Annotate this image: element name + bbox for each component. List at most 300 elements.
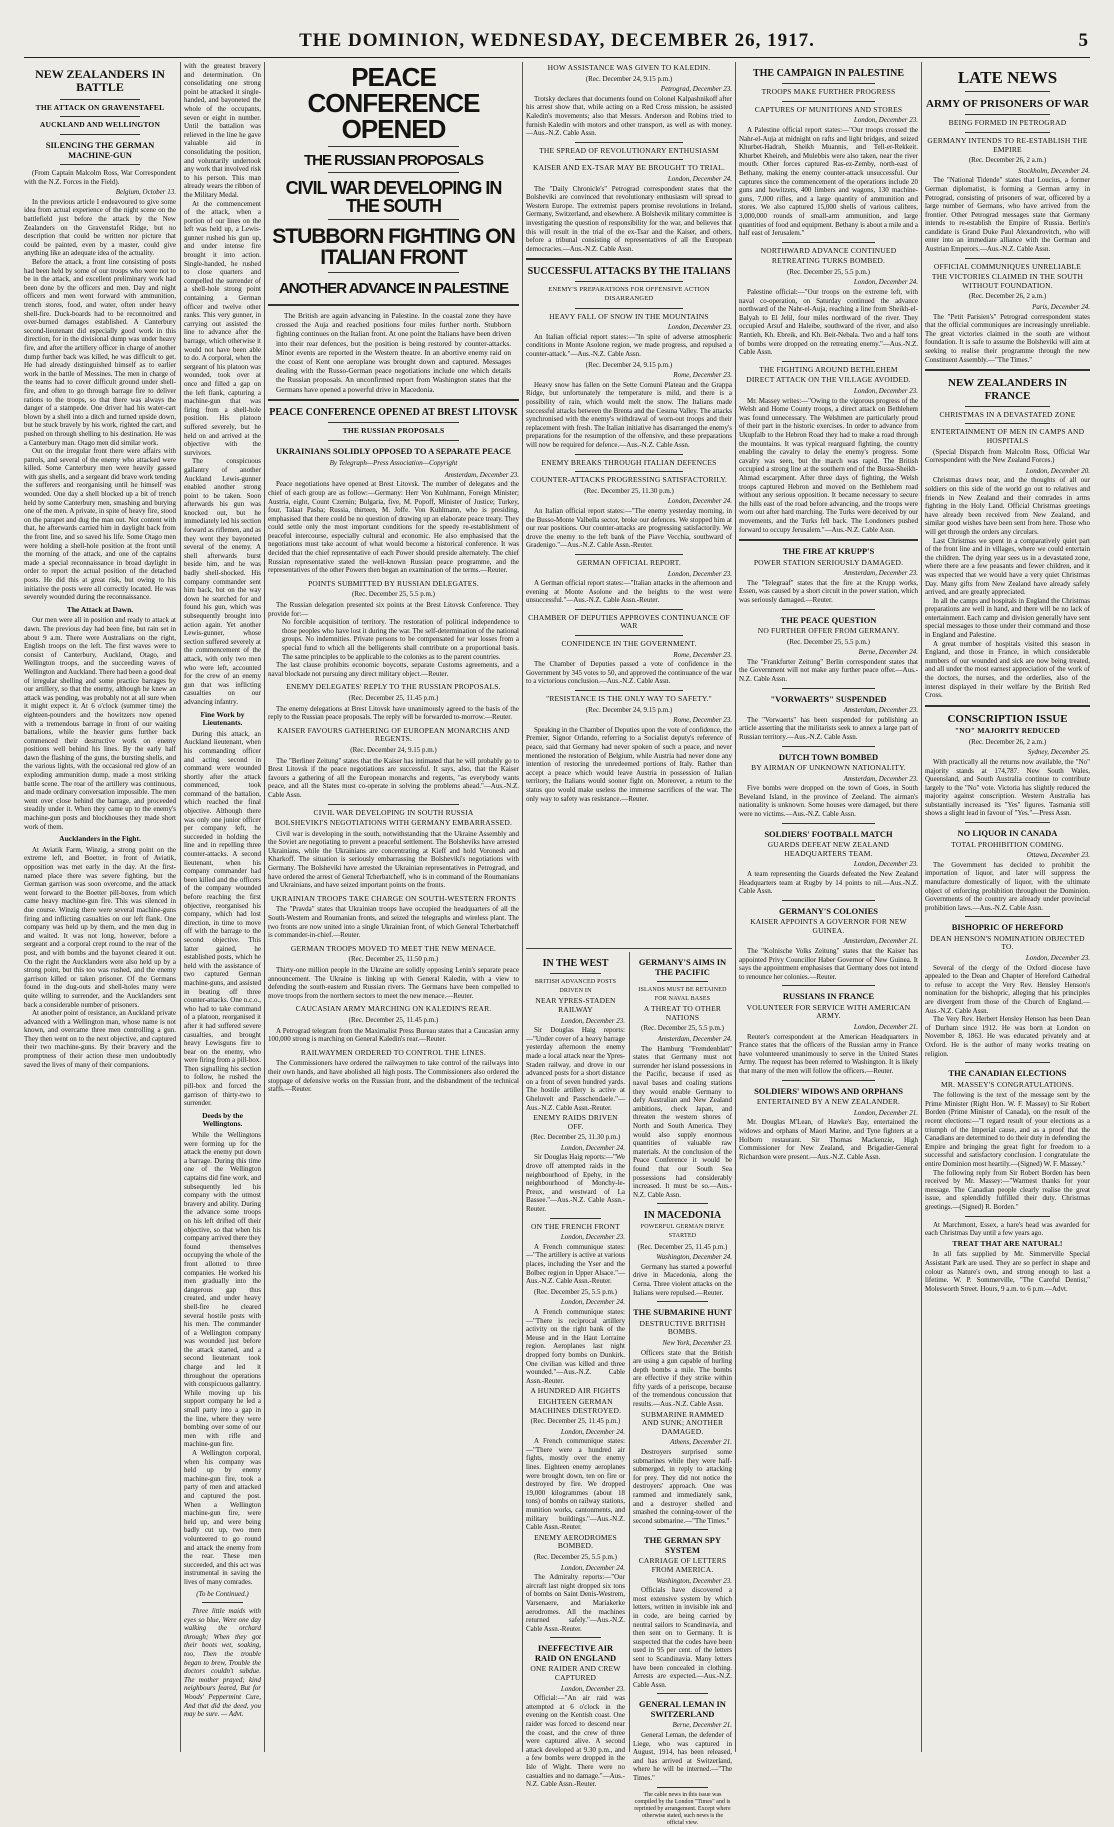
divider <box>657 1693 709 1694</box>
divider <box>575 554 682 555</box>
dateline: London, December 24. <box>853 278 918 287</box>
column-rule <box>264 62 265 1752</box>
dateline: Ottawa, December 23. <box>1026 851 1090 860</box>
divider <box>739 539 918 541</box>
divider <box>575 609 682 610</box>
paragraph: Before the attack, a front line consisting of posts had been held by some of our troops who were not to be in the attack, and excellent preliminary work had been done by the officers and men. Day and night officers and men went forward with ammunition, trench stores, food, and water, often under heavy shell-fire. Duck-boards had to be reconnoitred and over-burned damages established. A Canterbury second-lieutenant did especially good work in this direction, for in the divisional dump was under heavy fire, and after the artillery officer in charge of another dump further back was killed, he was difficult to get. He had already distinguished himself as to earlier work in the battle of Messines. The men in charge of the teams had to cover difficult ground under shell-fire, and often to go through barrage fire to deliver rations to the troops, so that there was always the danger of a stampede. One driver had his water-cart blown by a shell into a ditch and turned upside down, but he stuck bravely by his work, righted the cart, and pushed on through shelling to his destination. He was a Canterbury man. Otago men did similar work. <box>24 258 176 447</box>
dateline: London, December 20. <box>1025 466 1090 475</box>
subheadline: KAISER FAVOURS GATHERING OF EUROPEAN MONARCHS AND REGENTS. <box>277 725 510 744</box>
paragraph: Peace negotiations have opened at Brest Litovsk. The number of delegates and the chief of each group are as follow:—Germany: Herr Von Kuhlmann, Foreign Minister; Austria, eight, Count Czernin; Bulgaria, five, M. Popoff, Minister of Justice; Turkey, four, Talaat Pasha; Russia, thirteen, M. Joffe. Von Kuhlmann, who is presiding, emphasised that there could be no question of drawing up an elaborate peace treaty. They could settle only the most important conditions for the speedy re-establishment of peaceful intercourse, especially cultural and economic. He also emphasised that the negotiations must take account of what would become a historical conference. It was decided that the chief representative of each Power should preside alternately. The chief Russian representative stated the well-known Russian peace programme, and the representatives of the other Powers then began an examination of the terms.—Reuter. <box>268 480 519 575</box>
divider <box>328 804 459 805</box>
dateline: Amsterdam, December 23. <box>444 470 519 479</box>
divider <box>657 1529 709 1530</box>
received-note: (Rec. December 26, 2 a.m.) <box>968 737 1047 746</box>
subheadline: UKRAINIANS SOLIDLY OPPOSED TO A SEPARATE PEACE <box>276 445 511 456</box>
paragraph: Germany has started a powerful drive in Macedonia, along the Cerna. Three violent attacks on the Italians were repulsed.—Reuter. <box>633 1262 732 1297</box>
headline: GENERAL LEMAN IN SWITZERLAND <box>639 1699 726 1719</box>
headline: SUCCESSFUL ATTACKS BY THE ITALIANS <box>527 266 731 278</box>
paragraph: A French communique states:—"There is reciprocal artillery activity on the right bank of the Meuse and in the Haut Lorraine region. Aeroplanes last night dropped forty bombs on Dunkirk. One civilian was killed and three wounded."—Aus.-N.Z. Cable Assn.-Reuter. <box>526 1307 625 1385</box>
subheadline: A HUNDRED AIR FIGHTS <box>530 1386 621 1396</box>
divider <box>575 690 682 691</box>
divider <box>782 101 875 102</box>
paragraph: The Admiralty reports:—"Our aircraft last night dropped six tons of bombs on Saint Denis-Westrem, Varsenaere, and Mariakerke aerodromes. All the machines returned safely."—Aus.-N.Z. Cable Assn.-Reuter. <box>526 1573 625 1633</box>
paragraph: The conspicuous gallantry of another Auckland Lewis-gunner enabled another strong point to be taken. Soon afterwards his gun was knocked out, but he immediately led his section forward as riflemen, and as they went they bayoneted several of the enemy. A shell afterwards burst beside him, and he was badly shell-shocked. His company commander sent him back, but on the way down he searched for and found his gun, which was subsequently brought into action again. Yet another Lewis-gunner, whose section suffered severely at the commencement of the attack, with only two men who were left, accounted for the crew of an enemy gun that was inflicting casualties on our advancing infantry. <box>184 457 261 706</box>
paragraph: The Government has decided to prohibit the importation of liquor, and later will suppress the manufacture domestically of liquor, with the ultimate object of enforcing prohibition throughout the Dominion. Governments of the country are already under provincial prohibition laws.—Aus.-N.Z. Cable Assn. <box>925 860 1090 912</box>
headline: IN THE WEST <box>542 958 609 969</box>
received-note: (Rec. December 24, 9.15 p.m.) <box>585 360 673 369</box>
masthead-title: THE DOMINION, WEDNESDAY, DECEMBER 26, 1917. <box>299 30 815 51</box>
subheadline: DEAN HENSON'S NOMINATION OBJECTED TO. <box>930 933 1085 952</box>
subheadline: HEAVY FALL OF SNOW IN THE MOUNTAINS <box>549 311 709 321</box>
paragraph: The following is the text of the message sent by the Prime Minister (Right Hon. W. F. Massey) to Sir Robert Borden (Prime Minister of Canada), on the result of the recent elections:—"I regard result of your elections as a triumph of the Imperial cause, and as a proof that the Canadians are determined to do their duty in defending the Empire and bringing the great fight for freedom to a successful and satisfactory conclusion. I congratulate the entire Dominion most heartily.—(Signed) W. F. Massey." <box>925 1091 1090 1169</box>
subheadline: ENEMY AERODROMES BOMBED. <box>534 1532 617 1551</box>
dateline: London, December 24. <box>560 1563 625 1572</box>
subheadline: CARRIAGE OF LETTERS FROM AMERICA. <box>638 1556 727 1575</box>
paragraph: A Petrograd telegram from the Maximalist Press Bureau states that a Caucasian army 100,000 strong is marching on General Kaledin's rear.—Reuter. <box>268 1026 519 1044</box>
subheadline: TOTAL PROHIBITION COMING. <box>951 839 1064 849</box>
dateline: London, December 23. <box>667 569 732 578</box>
headline: THE PEACE QUESTION <box>780 614 877 625</box>
divider <box>965 1062 1051 1063</box>
headline: GERMANY'S COLONIES <box>779 905 878 916</box>
subheadline: UKRAINIAN TROOPS TAKE CHARGE ON SOUTH-WESTERN FRONTS <box>270 893 517 903</box>
received-note: (Rec. December 26, 2 a.m.) <box>968 292 1047 301</box>
divider <box>550 1218 602 1219</box>
divider <box>782 688 875 689</box>
main-headline: PEACE CONFERENCE OPENED <box>307 62 480 144</box>
received-note: (Rec. December 25, 5.5 p.m.) <box>787 267 870 276</box>
dateline: London, December 21. <box>853 1023 918 1032</box>
paragraph: The "Kolnische Volks Zeitung" states that the Kaiser has appointed Privy Councillor Haber Governor of New Guinea. It says the appointment emphasises that Germany does not intend to renounce her colonies.—Reuter. <box>739 947 918 981</box>
dateline: London, December 23. <box>1025 954 1090 963</box>
divider <box>965 423 1051 424</box>
column-rule <box>735 62 736 1752</box>
divider <box>575 142 682 143</box>
subheadline: CHRISTMAS IN A DEVASTATED ZONE <box>939 409 1076 419</box>
dateline: London, December 24. <box>560 1427 625 1436</box>
paragraph: Out on the irregular front there were affairs with patrols, and several of the enemy who attacked were killed. Some Canterbury men were heavily gassed with gas shells, and a sergeant did brave work tending the sufferers and reorganising until he himself was wounded. One day a shell blocked up a bit of trench held by some Canterbury men, smashing and burying one of the men. A private, in spite of heavy fire, stood on the parapet and dug the man out. Not content with that, he afterwards carried him in daylight back from the front line, and so saved his life. Some Otago men were holding a shell-hole position at the front until the morning of the attack, and one of the captains made a special reconnaissance in broad daylight in order to report the actual position of the detached posts. He did this at great risk, but owing to his initiative the posts were all correctly located. He was severely wounded during the reconnaissance. <box>24 447 176 602</box>
paragraph: General Leman, the defender of Liege, who was captured in August, 1914, has been released, and has arrived at Switzerland, where he will be interned.—"The Times." <box>633 1730 732 1782</box>
paragraph: The Hamburg "Fremdenblatt" states that Germany must not surrender her island possessions in the Pacific, because if used as naval bases and coaling stations they would enable Germany to defy Australian and New Zealand ambitions, check Japan, and threaten the western shores of North and South America. They would also supply enormous quantities of valuable raw materials. At the conclusion of the Peace Conference it would be found that our South Sea possessions had considerably increased. It must be so.—Aus.-N.Z. Cable Assn. <box>633 1044 732 1199</box>
dateline: Athens, December 21. <box>670 1438 732 1447</box>
paragraph: At another point of resistance, an Auckland private advanced with a Wellington man, whose name is not known, and overcame three men controlling a gun. They then went on to the next objective, and captured their two machine-guns. By their bravery and the promptness of their action these men undoubtedly saved the lives of many of their companions. <box>24 1009 176 1069</box>
page-number: 5 <box>1078 30 1088 51</box>
headline: INEFFECTIVE AIR RAID ON ENGLAND <box>534 1643 617 1663</box>
paragraph: While the Wellingtons were forming up for the attack the enemy put down a barrage. During this time one of the Wellington captains did fine work, and subsequently led his company with the utmost bravery and ability. During the advance some troops on his left drifted off their objective, so that when his company arrived there they found themselves occupying the whole of the front allotted to three companies. He worked his men gradually into the dangerous gap thus created, and under heavy shell-fire he cleared several hostile posts with his men. The commander of a Wellington company was wounded just before the attack started, and a second lieutenant took charge and led it throughout the operations with conspicuous gallantry. While moving up his support company he led a small party into a gap in the line, where they were bombing over some of our men with rifle and machine-gun fire. <box>184 1131 261 1449</box>
divider <box>965 91 1051 92</box>
divider <box>575 471 682 472</box>
headline: LATE NEWS <box>957 68 1058 87</box>
subheadline: CAPTURES OF MUNITIONS AND STORES <box>754 104 903 114</box>
subheadline: NO FURTHER OFFER FROM GERMANY. <box>757 626 900 636</box>
divider <box>268 399 519 401</box>
received-note: (Rec. December 25, 5.5 p.m.) <box>641 1024 724 1033</box>
received-note: (Rec. December 25, 11.30 p.m.) <box>584 486 674 495</box>
subheadline: KAISER APPOINTS A GOVERNOR FOR NEW GUINEA. <box>750 917 907 935</box>
subheadline: OFFICIAL COMMUNIQUES UNRELIABLE <box>933 261 1082 271</box>
subheadline: GERMAN TROOPS MOVED TO MEET THE NEW MENACE. <box>290 943 497 953</box>
paragraph: The enemy delegations at Brest Litovsk have unanimously agreed to the basis of the reply to the Russian peace proposals. The reply will be forwarded to-morrow.—Reuter. <box>268 704 519 722</box>
paragraph: Our men were all in position and ready to attack at dawn. The previous day had been fine, but rain set in about 9 a.m. There were Australians on the right, English troops on the left. The first waves were to consist of Canterbury, Auckland, Otago, and Wellington troops, and the succeeding waves of Wellington and Auckland. There had been a good deal of irregular shelling and some practice barrages by our artillery, so that the enemy, although he knew an attack was pending, was probably not at all sure when it might expect it. At 6 o'clock (summer time) the eighteen-pounders and the howitzers now opened with a tremendous barrage in front of our waiting battalions, while the heavier guns further back commenced their destructive work on enemy positions well behind his lines. By the early half dawn the flashing of the guns, the bursting shells, and the various lights, with the occasional red glow of an exploding ammunition dump, made a most striking battle scene. The roar of the artillery was continuous, and made ordinary conversation impossible. The men went over close behind the barrage, and proceeded steadily under it. When they came up to the enemy's machine-gun posts and blockhouses they made short work of them. <box>24 616 176 831</box>
divider <box>925 705 1090 707</box>
dateline: Washington, December 24. <box>656 1253 732 1262</box>
advertisement-heading: TREAT THAT ARE NATURAL! <box>952 1238 1063 1248</box>
headline: NO LIQUOR IN CANADA <box>957 828 1058 839</box>
paragraph: An Italian official report states:—"In spite of adverse atmospheric conditions in Monte Asolone region, we made progress, and repulsed a counter-attack."—Aus.-N.Z. Cable Assn. <box>526 332 732 359</box>
headline: THE CAMPAIGN IN PALESTINE <box>752 68 905 79</box>
column-late-news <box>925 62 1090 1752</box>
continued-note: (To be Continued.) <box>196 1589 249 1598</box>
subheadline: THE FIGHTING AROUND BETHLEHEM <box>759 364 898 374</box>
divider <box>60 164 139 165</box>
subheadline: TROOPS MAKE FURTHER PROGRESS <box>761 87 896 97</box>
subheadline: NORTHWARD ADVANCE CONTINUED <box>760 245 897 255</box>
paragraph: Sir Douglas Haig reports:—"We drove off attempted raids in the neighbourhood of Epehy, in the neighbourhood of Monchy-le-Preux, and westward of La Bassee."—Aus.-N.Z. Cable Assn.-Reuter. <box>526 1153 625 1214</box>
paragraph: An Italian official report states:—"The enemy yesterday morning, in the Busso-Monte Valbella sector, broke our defences. We stopped him at our rear positions. Our counter-attacks are progressing satisfactorily. We drove the enemy to the left bank of the Piave Vecchia, southward of Gradenigo."—Aus.-N.Z. Cable Assn.-Reuter. <box>526 506 732 550</box>
subheadline: CONFIDENCE IN THE GOVERNMENT. <box>561 639 697 649</box>
dateline: London, December 23. <box>853 860 918 869</box>
section-heading: Deeds by the Wellingtons. <box>202 1110 243 1129</box>
divider <box>550 1637 602 1638</box>
subheadline: ENEMY DELEGATES' REPLY TO THE RUSSIAN PROPOSALS. <box>286 682 501 692</box>
divider <box>657 1203 709 1204</box>
column-peace-conference <box>268 62 519 1752</box>
paragraph: Trotsky declares that documents found on Colonel Kalpashnikoff after his arrest show that, while acting on a Red Cross mission, he assisted Kaledin's movements; also that Messrs. Anderson and Robins tried to furnish Kaledin with motors and other transport, as well as with money.—Aus.-N.Z. Cable Assn. <box>526 94 732 138</box>
dateline: Rome, December 23. <box>673 716 732 725</box>
subheadline: BEING FORMED IN PETROGRAD <box>948 118 1067 128</box>
byline: (Special Dispatch from Malcolm Ross, Official War Correspondent with the New Zealand Forces.) <box>925 447 1090 465</box>
headline: THE CANADIAN ELECTIONS <box>948 1068 1067 1079</box>
dateline: London, December 23. <box>667 323 732 332</box>
column-rule <box>522 62 523 1752</box>
dateline: New York, December 23. <box>662 1338 732 1347</box>
paragraph: Last Christmas we spent in a comparatively quiet part of the front line and in villages, where we could entertain the children. The dying year sees us in a devastated zone, where there are a few peasants and fewer children, and it was expected that we would have a very quiet Christmas Day. Many gifts from New Zealand have already safely arrived, and are greatly appreciated. <box>925 536 1090 597</box>
dateline: Amsterdam, December 24. <box>657 1035 732 1043</box>
paragraph: The following reply from Sir Robert Borden has been received by Mr. Massey:—"Warmest thanks for your message. The Canadian people clearly realise the great issue, and splendidly fulfilled their duty. Christmas greetings.—(Signed) R. Borden." <box>925 1168 1090 1211</box>
paragraph: A great number of hospitals visited this season in England, and those in France, in which considerable numbers of our wounded and sick are now being treated, and all under the most earnest appreciation of the work of the doctors, the nurses, and the orderlies, also of the interest displayed in their welfare by the British Red Cross. <box>925 639 1090 700</box>
headline: DUTCH TOWN BOMBED <box>778 751 879 762</box>
paragraph: A team representing the Guards defeated the New Zealand Headquarters team at Rugby by 14 points to nil.—Aus.-N.Z. Cable Assn. <box>739 869 918 896</box>
divider <box>657 981 709 982</box>
headline: THE FIRE AT KRUPP'S <box>782 546 875 557</box>
column-rule <box>921 62 922 1752</box>
divider <box>782 746 875 747</box>
divider <box>782 83 875 84</box>
subheadline: MR. MASSEY'S CONGRATULATIONS. <box>940 1079 1074 1089</box>
subheadline: NEAR YPRES-STADEN RAILWAY <box>535 996 616 1014</box>
paragraph: Several of the clergy of the Oxford diocese have appealed to the Dean and Chapter of Hereford Cathedral to refuse to accept the Very Rev. Hensley Henson's nomination for the bishopric, alleging that his principles are divergent from those of the Church of England.—Aus.-N.Z. Cable Assn. <box>925 963 1090 1015</box>
divider <box>965 822 1051 823</box>
summary-paragraph: The British are again advancing in Palestine. In the coastal zone they have crossed the Auja and reached positions four miles further north. Stubborn fighting continues on the Italian front. At one point the Italians have been driven into their rear defences, but the position is being restored by counter-attacks. Minor events are reported in the Western theatre. In an abortive enemy raid on the coast of Kent one aeroplane was brought down and captured. Messages dealing with the Russo-German peace negotiations include one which details the Russian proposals. An unconfirmed report from Washington states that the Germans have opened a powerful drive in Macedonia. <box>276 311 511 394</box>
dateline: Stockholm, December 24. <box>1018 166 1090 175</box>
subheadline: DESTRUCTIVE BRITISH BOMBS. <box>639 1318 726 1337</box>
subheadline: CIVIL WAR DEVELOPING IN SOUTH RUSSIA <box>313 807 474 817</box>
column-italian-front <box>526 62 732 942</box>
paragraph: In all the camps and hospitals in England the Christmas preparations are well in hand, and there will be no lack of entertainment. Each camp and division generally have sent special messages to those under their command and those in England and Palestine. <box>925 596 1090 640</box>
subheadline: HOW ASSISTANCE WAS GIVEN TO KALEDIN. <box>547 63 711 72</box>
column-rule <box>180 62 181 1752</box>
divider <box>965 132 1051 133</box>
footnote: The cable news in this issue was compiled by the London "Times" and is reprinted by arrangement. Except where otherwise stated, such news is the official view. <box>634 1791 731 1826</box>
paragraph: Civil war is developing in the south, notwithstanding that the Ukraine Assembly and the Soviet are negotiating to prevent a peaceful settlement. The Bolsheviks have arrested Ukrainians, while the Ukrainians are concentrating at Kieff and hold Voronesh and Kharkoff. The situation is seriously embarrassing the Bolsheviki's negotiations with Germany. The Bolsheviki have arrested the Ukrainian representatives in Petrograd, and have ordered the arrest of General Tcherbatcheff, who is in command of the Roumanians and Ukrainians, and have seized important points on the fronts. <box>268 829 519 890</box>
headline: THE SUBMARINE HUNT <box>633 1307 732 1318</box>
divider <box>60 99 139 100</box>
column-germany-pacific <box>633 952 732 1826</box>
divider <box>328 172 459 173</box>
subheadline: AUCKLAND AND WELLINGTON <box>39 120 161 130</box>
paragraph: The "Telegraaf" states that the fire at the Krupp works, Essen, was caused by a short circuit in the power station, which was seriously damaged.—Reuter. <box>739 578 918 604</box>
dateline: London, December 24. <box>667 174 732 183</box>
column-new-zealanders-in-battle <box>24 62 176 1752</box>
column-continued-battle <box>184 62 261 1752</box>
headline: CONSCRIPTION ISSUE <box>947 712 1068 725</box>
byline: (From Captain Malcolm Ross, War Correspondent with the N.Z. Forces in the Field). <box>24 169 176 186</box>
subheadline: KAISER AND EX-TSAR MAY BE BROUGHT TO TRIAL. <box>532 163 726 173</box>
divider <box>60 116 139 117</box>
dateline: Amsterdam, December 21. <box>843 937 918 946</box>
divider <box>925 369 1090 371</box>
divider <box>328 272 459 273</box>
dateline: London, December 24. <box>667 497 732 506</box>
divider <box>575 281 682 282</box>
divider <box>328 422 459 423</box>
paragraph: The Russian delegation presented six points at the Brest Litovsk Conference. They provide for:— <box>268 601 519 618</box>
dateline: Amsterdam, December 23. <box>843 569 918 578</box>
paragraph: The "Berliner Zeitung" states that the Kaiser has intimated that he will probably go to Brest Litovsk if the peace negotiations are successful. It says, also, that the Kaiser favours a gathering of all the European monarchs and regents, "as everybody wants peace, and all the States must co-operate in solving the problems ahead."—Aus.-N.Z. Cable Assn. <box>268 756 519 799</box>
dateline: London, December 24. <box>560 1298 625 1307</box>
byline: By Telegraph—Press Association—Copyright <box>329 459 458 468</box>
divider <box>60 134 139 135</box>
subheadline: POWERFUL GERMAN DRIVE STARTED <box>640 1224 725 1240</box>
subheadline: THE SPREAD OF REVOLUTIONARY ENTHUSIASM <box>539 145 719 155</box>
paragraph: Palestine official:—"Our troops on the extreme left, with naval co-operation, on Saturday continued the advance northward of the Nahr-el-Auja, reaching a line from Sheikh-el-Balyah to El Jelil, four miles northward of the river. They occupied Arsuf and Haleibe, southward of the river, and also Rantieh, Kh. Ebreik, and Kh. Beit-Nebala. Two and a half tons of bombs were dropped on the retreating enemy."—Aus.-N.Z. Cable Assn. <box>739 288 918 357</box>
headline: NEW ZEALANDERS IN BATTLE <box>35 67 165 95</box>
received-note: (Rec. December 26, 2 a.m.) <box>968 156 1047 165</box>
paragraph: The "Daily Chronicle's" Petrograd correspondent states that the Bolsheviki are convinced that revolutionary enthusiasm will spread to Western Europe. The extremist papers promise revolutions in Ireland, Germany, Switzerland, and elsewhere. A Bolshevik military committee is investigating the question of responsibility for the war, and believes that this will result in the trial of the ex-Tsar and the Kaiser, and others, before a tribunal consisting of representatives of all the European democracies.—Aus.-N.Z. Cable Assn. <box>526 184 732 253</box>
section-heading: Aucklanders in the Fight. <box>59 834 141 844</box>
dateline: London, December 23. <box>853 116 918 125</box>
subheadline: THE ATTACK ON GRAVENSTAFEL <box>35 102 165 112</box>
subheadline: BRITISH ADVANCED POSTS DRIVEN IN <box>534 979 617 994</box>
divider <box>782 823 875 824</box>
divider <box>965 1216 1051 1217</box>
subheadline: BY AIRMAN OF UNKNOWN NATIONALITY. <box>751 763 906 773</box>
dateline: Amsterdam, December 23. <box>843 774 918 783</box>
paragraph: At Aviatik Farm, Winzig, a strong point on the extreme left, and Boetter, in front of Aviatik, opposition was met early in the day. At the first-named place there was severe fighting, but the German garrison was soon overcome, and the attack went forward to the Boetter pill-boxes, from which came heavy machine-gun fire. This was silenced in due course. Winzig there were several machine-guns firing and inflicting casualties on our left flank. One company was held up by them, and the men dug in and waited. It was not long, however, before a sergeant and a corporal crept round to the rear of the post, and with bombs and the bayonet cleared it out. On the right the Aucklanders were also held up by a strong point, but this too was rushed, and the enemy garrison killed or taken prisoner. Of the Germans found in the dug-outs and shell-holes many were quite willing to surrender, and the Aucklanders sent back a considerable number of prisoners. <box>24 845 176 1009</box>
dateline: Berne, December 24. <box>858 648 918 657</box>
subheadline: GERMAN OFFICIAL REPORT. <box>577 557 681 567</box>
subheadline: POWER STATION SERIOUSLY DAMAGED. <box>753 557 904 567</box>
paragraph: The "Vorwaerts" has been suspended for publishing an article asserting that the militarists seek to annex a large part of Russian territory.—Aus.-N.Z. Cable Assn. <box>739 715 918 741</box>
paragraph: A German official report states:—"Italian attacks in the afternoon and evening at Monte Asolone and the heights to the west were unsuccessful."—Aus.-N.Z. Cable Assn.-Reuter. <box>526 579 732 605</box>
subheadline: ENTERTAINMENT OF MEN IN CAMPS AND HOSPITALS <box>930 427 1085 445</box>
received-note: (Rec. December 24, 9.15 p.m.) <box>585 74 673 83</box>
received-note: (Rec. December 25, 11.30 p.m.) <box>530 1133 621 1142</box>
divider <box>328 219 459 220</box>
received-note: (Rec. December 25, 11.50 p.m.) <box>348 955 439 964</box>
subheadline: "RESISTANCE IS THE ONLY WAY TO SAFETY." <box>546 694 712 704</box>
paragraph: With practically all the returns now available, the "No" majority stands at 174,787. New South Wales, Queensland, and South Australia continue to contribute largely to the "No" vote. Victoria has slightly reduced the majority against conscription. Western Australia has substantially increased its "Yes" figures. Tasmania still shows a slight lead in favour of "Yes."—Press Assn. <box>925 757 1090 818</box>
subheadline: ENEMY RAIDS DRIVEN OFF. <box>533 1113 618 1131</box>
divider <box>550 973 602 974</box>
headline: NEW ZEALANDERS IN FRANCE <box>948 377 1067 402</box>
subheadline: "NO" MAJORITY REDUCED <box>954 726 1061 736</box>
column-rule <box>629 952 630 1752</box>
divider <box>782 900 875 901</box>
dateline: Rome, December 23. <box>673 371 732 380</box>
paragraph: At Marchmont, Essex, a hare's head was awarded for each Christmas Day until a few years ago. <box>925 1220 1090 1238</box>
column-in-the-west <box>526 952 625 1789</box>
section-heading: The Attack at Dawn. <box>66 604 134 614</box>
received-note: (Rec. December 25, 5.5 p.m.) <box>534 1287 617 1296</box>
subheadline: COUNTER-ATTACKS PROGRESSING SATISFACTORILY. <box>530 475 728 485</box>
paragraph: During this attack, an Auckland lieutenant, when his commanding officer and acting second in command were wounded shortly after the attack commenced, took command of the battalion, which reached the final objective. Although there was only one junior officer per company left, he succeeded in holding the line and in repelling three counter-attacks. A second lieutenant, when his company commander had been killed and the officers of the company wounded before reaching the first objective, reorganised his company, which had lost direction, in time to move off with the barrage to the second objective. This latter gained, he established posts, which he held with the assistance of two captured German machine-guns, and assisted in beating off three counter-attacks. One n.c.o., who had to take command of a platoon, reorganised it after it had suffered severe casualties, and brought heavy Lewisguns fire to bear on the enemy, who were firing from a pill-box. Then signalling his section to follow, he rushed the pill-box and forced the garrison of thirty-two to surrender. <box>184 729 261 1108</box>
paragraph: The last clause prohibits economic boycotts, separate Customs agreements, and a naval blockade not pursuing any direct military object.—Reuter. <box>268 661 519 678</box>
paragraph: The Commissioners have ordered the railwaymen to take control of the railways into their own hands, and have abolished all high posts. The Commissioners also ordered the stoppage of defensive works on the Russian front, and the disbandment of the technical staffs.—Reuter. <box>268 1059 519 1094</box>
paragraph: Sir Douglas Haig reports:—"Under cover of a heavy barrage yesterday afternoon the enemy made a local attack near the Ypres-Staden railway, and drove in our advanced posts for a short distance on a front of seven hundred yards. The hostile artillery is active at Gheluvelt and Passchendaele."—Aus.-N.Z. Cable Assn.-Reuter. <box>526 1026 625 1112</box>
received-note: (Rec. December 24, 9.15 p.m.) <box>585 705 673 714</box>
subheadline: THE VICTORIES CLAIMED IN THE SOUTH WITHOUT FOUNDATION. <box>931 272 1084 290</box>
received-note: (Rec. December 25, 11.45 p.m.) <box>637 1242 728 1251</box>
headline: SOLDIERS' WIDOWS AND ORPHANS <box>754 1085 903 1096</box>
subheadline: ENTERTAINED BY A NEW ZEALANDER. <box>756 1097 901 1107</box>
paragraph: Five bombs were dropped on the town of Goes, in South Beveland Island, in the province of Zeeland. The airman's nationality is unknown. Some houses were damaged, but there were no victims.—Aus.-N.Z. Cable Assn. <box>739 784 918 819</box>
headline: GERMANY'S AIMS IN THE PACIFIC <box>638 957 727 977</box>
dateline: Berne, December 21. <box>672 1721 732 1730</box>
advertisement-verse: Three little maids with eyes so blue, Were one day walking the orchard through; When they got their boots wet, soaking, too, Then the trouble began to brew, Trouble the doctors couldn't subdue. The mother prayed; kind neighbours feared, But for Woods' Peppermint Cure, And that did the deed, you may be sure. — Advt. <box>184 1607 261 1719</box>
paragraph: Reuter's correspondent at the American Headquarters in France states that the officers of the Russian army in France have volunteered unanimously to serve in the United States Army. The request has been referred to Washington. It is likely that many of the men will follow the officers.—Reuter. <box>739 1032 918 1076</box>
headline: ARMY OF PRISONERS OF WAR <box>926 98 1089 111</box>
dateline: Belgium, October 13. <box>115 188 176 197</box>
divider <box>782 609 875 610</box>
dateline: Petrograd, December 23. <box>660 85 732 94</box>
paragraph: Speaking in the Chamber of Deputies upon the vote of confidence, the Premier, Signor Orlando, referring to a Socialist deputy's reference of peace, said that Germany had never spoken of such a peace, and never mentioned the restoration of Belgium, while Austria had never done any intention of restoring the unredeemed portions of Italy. Rather than accept a peace which would leave Austria in possession of Italian territory, the Italians would sooner fight on. Moreover, a return to the status quo would make useless the immense sacrifices of the war. The only way to safety was resistance.—Reuter. <box>526 725 732 803</box>
subheadline: POINTS SUBMITTED BY RUSSIAN DELEGATES. <box>308 578 479 588</box>
received-note: (Rec. December 25, 11.45 p.m.) <box>348 693 439 702</box>
headline: IN MACEDONIA <box>643 1210 722 1222</box>
dateline: London, December 24. <box>560 1143 625 1152</box>
main-subheadline: THE RUSSIAN PROPOSALS <box>303 152 484 169</box>
column-palestine-campaign <box>739 62 918 1752</box>
paragraph: The "National Tidende" states that Loucius, a former German diplomatist, is forming a German army in Petrograd, consisting of prisoners of war, officered by a large number of Germans, who have arrived from the frontier. Other Petrograd messages state that Germany intends to re-establish the Empire of Russia. Berlin's candidate is Grand Duke Paul Alexandrovitch, who will enter into an immediate alliance with the German and Austrian Emperors.—Aus.-N.Z. Cable Assn. <box>925 176 1090 254</box>
subheadline: ENEMY BREAKS THROUGH ITALIAN DEFENCES <box>541 457 717 467</box>
paragraph: Christmas draws near, and the thoughts of all our soldiers on this side of the world go out to relatives and friends in New Zealand and their comrades in arms fighting in the Holy Land. Official Christmas greetings have already been received from New Zealand, and similar good wishes have been sent from here. Those who will get through the orders any circulars. <box>925 476 1090 536</box>
subheadline: ON THE FRENCH FRONT <box>531 1221 620 1231</box>
subheadline: GUARDS DEFEAT NEW ZEALAND HEADQUARTERS TEAM. <box>767 840 890 858</box>
subheadline: SUBMARINE RAMMED AND SUNK; ANOTHER DAMAGED. <box>640 1409 724 1436</box>
divider <box>575 159 682 160</box>
paragraph: The "Frankfurter Zeitung" Berlin correspondent states that the Government will not make any further peace offer.—Aus.-N.Z. Cable Assn. <box>739 657 918 684</box>
paragraph: Official:—"An air raid was attempted at 6 o'clock in the evening on the Kentish coast. One raider was forced to descend near the coast, and the crew of three were captured alive. A second attack developed at 9.30 p.m., and a few bombs were dropped in the Isle of Wight. There were no casualties and no damage."—Aus.-N.Z. Cable Assn.-Reuter. <box>526 1694 625 1789</box>
received-note: (Rec. December 25, 5.5 p.m.) <box>534 1553 617 1561</box>
headline: "VORWAERTS" SUSPENDED <box>770 693 887 704</box>
subheadline: GERMANY INTENDS TO RE-ESTABLISH THE EMPIRE <box>927 135 1088 154</box>
subheadline: CAUCASIAN ARMY MARCHING ON KALEDIN'S REAR. <box>295 1004 492 1014</box>
subheadline: BOLSHEVIKI'S NEGOTIATIONS WITH GERMANY EMBARRASSED. <box>274 818 513 828</box>
dateline: London, December 21. <box>853 1108 918 1117</box>
received-note: (Rec. December 25, 11.45 p.m.) <box>348 1015 439 1024</box>
paragraph: The Very Rev. Herbert Hensley Henson has been Dean of Durham since 1912. He was born at London on November 8, 1863. He was educated privately and at Oxford. He is the author of many works treating on religion. <box>925 1015 1090 1058</box>
divider <box>657 1301 709 1302</box>
dateline: Amsterdam, December 23. <box>843 706 918 715</box>
main-subheadline: CIVIL WAR DEVELOPING IN THE SOUTH <box>285 178 502 216</box>
divider <box>328 440 459 441</box>
masthead <box>24 30 1090 58</box>
subheadline: THE RUSSIAN PROPOSALS <box>342 426 445 436</box>
paragraph: A Palestine official report states:—"Our troops crossed the Nahr-el-Auja at midnight on rafts and light bridges, and seized Khurbet-Hadrah, Sheikh Muannis, and Tell-er-Rekkeit. Khurbet Kheireh, and Mulebbis were also taken, near the river mouth. Other forces captured Ras-ez-Zemby, north-east of Bethany, making the enemy counter-attack unsuccessful. Our captures since the commencement of the operations include 20 guns and howitzers, 400 limbers and wagons, 130 machine-guns, 7,000 rifles, and a large quantity of ammunition and stores. We also captured 15,000 shells of various calibres, 3,000,000 rounds of small-arm ammunition, and large quantities of food and equipment. Bethany is about a mile and a half east of Jerusalem." <box>739 125 918 238</box>
paragraph: In the previous article I endeavoured to give some idea from actual experience of the night scene on the battlefield just before the attack by the New Zealanders on the Gravenstafel Ridge, but no description that could be written nor picture that could be painted, even by a master, could give anything like an adequate idea of the actuality. <box>24 197 176 258</box>
subheadline: CHAMBER OF DEPUTIES APPROVES CONTINUANCE OF WAR <box>528 612 730 631</box>
divider <box>965 114 1051 115</box>
list: No forcible acquisition of territory. The restoration of political independence to those peoples who have lost it during the war. The self-determination of the national groups. No indemnities. Private persons to be compensated for war losses from a special fund to which all the belligerents shall contribute on a proportional basis. The same principles to be applicable to the colonies as to the parent countries. <box>282 618 519 661</box>
headline: SOLDIERS' FOOTBALL MATCH <box>764 828 893 839</box>
subheadline: DIRECT ATTACK ON THE VILLAGE AVOIDED. <box>746 375 911 385</box>
divider <box>782 1080 875 1081</box>
paragraph: Officials have discovered a most extensive system by which letters, written in invisible ink and in code, are being carried by neutral sailors to Scandinavia, and then sent on to Germany. It is suspected that the codes have been used in 95 per cent. of the letters sent to Scandinavia. Many letters have been concealed in clothing. Arrests are expected.—Aus.-N.Z. Cable Assn. <box>633 1586 732 1689</box>
divider <box>526 258 732 260</box>
paragraph: Mr. Douglas M'Lean, of Hawke's Bay, entertained the widows and orphans of Maori Marine, and Tyne fighters at a Holborn restaurant. Sir Thomas Mackenzie, High Commissioner for New Zealand, and Brigadier-General Richardson were present.—Aus.-N.Z. Cable Assn. <box>739 1118 918 1161</box>
subheadline: RETREATING TURKS BOMBED. <box>771 256 886 266</box>
received-note: (Rec. December 25, 11.45 p.m.) <box>530 1417 621 1426</box>
paragraph: Thirty-one million people in the Ukraine are solidly opposing Lenin's separate peace announcement. The Ukraine is linking up with General Kaledin, with a view to defending the south-eastern and Russian rivers. The Germans have been compelled to move troops from the northern sectors to meet the new menace.—Reuter. <box>268 966 519 1000</box>
subheadline: RAILWAYMEN ORDERED TO CONTROL THE LINES. <box>300 1047 487 1057</box>
subheadline: ONE RAIDER AND CREW CAPTURED <box>530 1664 621 1682</box>
subheadline: ISLANDS MUST BE RETAINED FOR NAVAL BASES <box>638 987 727 1002</box>
headline: BISHOPRIC OF HEREFORD <box>951 922 1064 933</box>
received-note: (Rec. December 25, 5.5 p.m.) <box>352 590 435 599</box>
main-subheadline: ANOTHER ADVANCE IN PALESTINE <box>278 280 509 297</box>
divider <box>657 1787 709 1788</box>
paragraph: The "Petit Parisien's" Petrograd correspondent states that the official communiques are increasingly unreliable. The great victories claimed in the south are without foundation. It is safe to assume the Bolsheviki will aim at seeking to realise their programme through the new Constituent Assembly.—"The Times." <box>925 312 1090 364</box>
subheadline: SILENCING THE GERMAN MACHINE-GUN <box>45 140 155 160</box>
received-note: (Rec. December 24, 9.15 p.m.) <box>350 745 437 754</box>
subheadline: VOLUNTEER FOR SERVICE WITH AMERICAN ARMY. <box>746 1002 911 1021</box>
divider <box>202 1602 242 1603</box>
divider <box>782 985 875 986</box>
subheadline: EIGHTEEN GERMAN MACHINES DESTROYED. <box>529 1396 622 1415</box>
dateline: London, December 23. <box>560 1016 625 1025</box>
dateline: Paris, December 24. <box>1032 303 1090 312</box>
section-heading: Fine Work by Lieutenants. <box>200 709 245 728</box>
divider <box>575 308 682 309</box>
divider <box>782 242 875 243</box>
dateline: London, December 23. <box>560 1233 625 1242</box>
dateline: London, December 23. <box>560 1684 625 1693</box>
paragraph: Heavy snow has fallen on the Sette Comuni Plateau and the Grappa Ridge, but unfortunately the temperature is mild, and there is a possibility of rain, which would melt the snow. The Italians made successful attacks between the Brenta and the Cesuna Valley. The attacks synchronised with the enemy's withdrawal of worn-out troops and their replacement with fresh. The Italian initiative has disarranged the enemy's preparations for the resumption of the offensive, and these preparations will now be required for defence.—Aus.-N.Z. Cable Assn. <box>526 380 732 449</box>
headline: THE GERMAN SPY SYSTEM <box>644 1535 721 1555</box>
subheadline: A THREAT TO OTHER NATIONS <box>643 1004 722 1022</box>
dateline: London, December 23. <box>853 387 918 395</box>
paragraph: Destroyers surprised some submarines while they were half-submerged, in reply to attacking for prey. They did not notice the destroyers' approach. One was rammed and immediately sank, and a destroyer shelled and smashed the conning-tower of the second submarine.—"The Times." <box>633 1448 732 1525</box>
divider <box>268 304 519 306</box>
divider <box>965 406 1051 407</box>
paragraph: At the commencement of the attack, when a portion of our lines on the left was held up, a Lewis-gunner rushed his gun up, and under intense fire brought it into action. Single-handed, he rushed to close quarters and compelled the surrender of a shell-hole strong point containing a German officer and twelve other ranks. This very gunner, in carrying out assisted the line to advance after the barrage, which otherwise it would not have been able to do. A corporal, when the sergeant of his platoon was wounded, took over at once and filled a gap on the left flank, capturing a machine-gun that was firing from a shell-hole position. His platoon suffered severely, but he held on and arrived at the objective with the survivors. <box>184 199 261 457</box>
divider <box>328 146 459 147</box>
paragraph: A French communique states:—"There were a hundred air fights, mostly over the enemy lines. Eighteen enemy aeroplanes were brought down, ten on fire or destroyed by fire. We dropped 19,000 kilogrammes (about 18 tons) of bombs on railway stations, munition works, cantonments, and military buildings."—Aus.-N.Z. Cable Assn.-Reuter. <box>526 1437 625 1532</box>
paragraph: The Chamber of Deputies passed a vote of confidence in the Government by 345 votes to 50, and approved the continuance of the war to a victorious conclusion.—Aus.-N.Z. Cable Assn. <box>526 660 732 686</box>
divider <box>575 635 682 636</box>
divider <box>965 916 1051 917</box>
paragraph: The "Pravda" states that Ukrainian troops have occupied the headquarters of all the South-Western and Roumanian fronts, and seized the telegraphs and wireless plant. The two fronts are now united into a single Ukrainian front, of which General Tcherbatcheff is commander-in-chief.—Reuter. <box>268 905 519 940</box>
paragraph: A Wellington corporal, when his company was held up by enemy machine-gun fire, took a party of men and attacked and captured the post. When a Wellington machine-gun fire, were held up, and were being badly cut up, two men volunteered to go round and attack the enemy from the rear. These men succeeded, and this act was instrumental in saving the lives of many comrades. <box>184 1449 261 1586</box>
dateline: Washington, December 23. <box>656 1576 732 1585</box>
divider <box>526 948 732 949</box>
main-subheadline: STUBBORN FIGHTING ON ITALIAN FRONT <box>272 225 515 269</box>
advertisement: In all fats supplied by Mr. Simmerville Special Assistant Park are used. They are so perfect in shape and colour as Nature's own, and strong enough to last a lifetime. W. P. Sommerville, "The Careful Dentist," Molesworth Street. Hours, 9 a.m. to 6 p.m.—Advt. <box>925 1250 1090 1293</box>
headline: PEACE CONFERENCE OPENED AT BREST LITOVSK <box>269 406 518 418</box>
dateline: Sydney, December 25. <box>1027 748 1090 757</box>
subheadline: ENEMY'S PREPARATIONS FOR OFFENSIVE ACTION DISARRANGED <box>548 286 710 303</box>
